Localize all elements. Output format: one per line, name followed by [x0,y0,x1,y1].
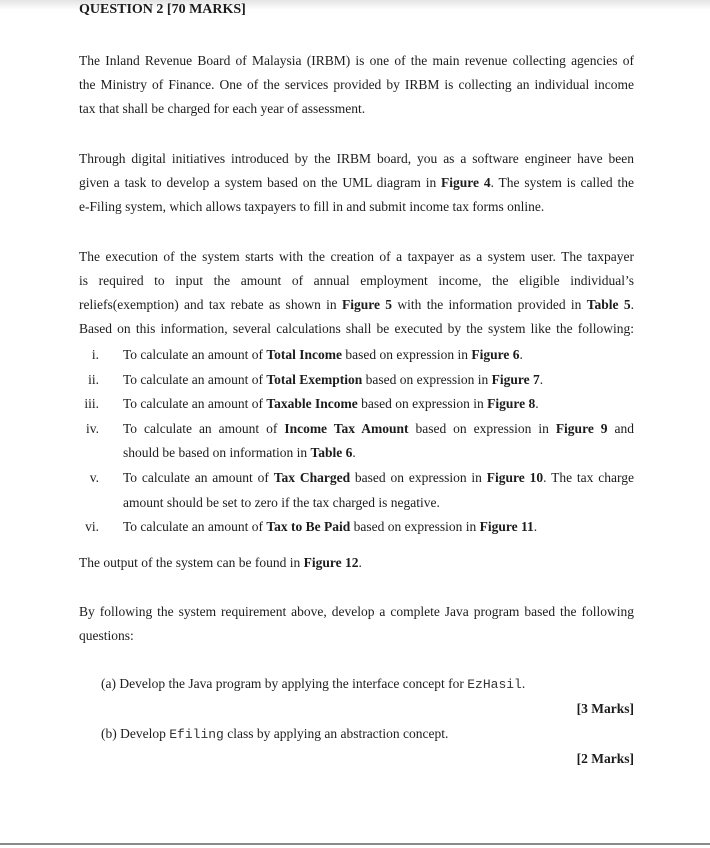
text: based on expression in [408,420,556,436]
question-a [101,676,525,692]
question-b-marks: [2 Marks] [576,751,634,766]
paragraph-line: is required to input the amount of annual employment income, the eligible individual’s [79,273,634,288]
text: . [519,347,523,362]
term: Income Tax Amount [284,420,409,436]
list-item [79,343,634,368]
text: should be based on information in [123,445,311,461]
text: . [358,555,362,570]
figure-ref: Figure 12 [303,555,359,570]
list-number: vi. [85,519,99,535]
list-item [79,368,634,393]
term: Tax to Be Paid [266,519,351,535]
question-heading: QUESTION 2 [70 MARKS] [79,2,246,17]
figure-ref: Figure 6 [471,347,520,362]
page-bottom-rule [0,843,710,845]
term: Total Income [266,347,343,362]
text: . [521,676,526,691]
text: based on expression in [342,347,472,362]
text: class by applying an abstraction concept. [223,726,449,741]
list-line [123,466,634,491]
list-line [123,417,634,442]
text: To calculate an amount of [123,396,267,412]
list-line: amount should be set to zero if the tax charged is negative. [123,494,440,510]
requirements-paragraph [79,600,634,648]
execution-paragraph [79,245,634,341]
paragraph-line: The Inland Revenue Board of Malaysia (IRBM) is one of the main revenue collecting agencies of [79,53,634,68]
text: . [535,396,539,412]
text: . The tax charge [543,469,634,485]
figure-ref: Figure 10 [486,469,544,485]
list-number: ii. [88,371,99,387]
paragraph-line: tax that shall be charged for each year of assessment. [79,101,366,116]
paragraph-line: Through digital initiatives introduced by the IRBM board, you as a software engineer have been [79,151,634,166]
question-b [101,726,448,742]
text: based on expression in [350,519,480,535]
paragraph-line [79,171,634,195]
code-term: EzHasil [467,677,522,692]
text: . [630,297,634,312]
list-number: iv. [86,420,99,436]
figure-ref: Figure 9 [555,420,608,436]
calculation-list [79,343,634,540]
text: with the information provided in [392,297,587,312]
text: To calculate an amount of [123,347,267,362]
table-ref: Table 5 [586,297,631,312]
list-number: i. [91,347,99,362]
list-item [79,417,634,466]
text: . [539,371,544,387]
text: To calculate an amount of [123,371,267,387]
figure-ref: Figure 7 [491,371,540,387]
digital-initiatives-paragraph [79,147,634,219]
text: based on expression in [350,469,487,485]
figure-ref: Figure 4 [441,175,491,190]
paragraph-line: By following the system requirement above, develop a complete Java program based the following [79,604,634,619]
term: Tax Charged [273,469,351,485]
list-number: v. [89,469,99,485]
table-ref: Table 6 [310,445,353,461]
paragraph-line: e-Filing system, which allows taxpayers to fill in and submit income tax forms online. [79,199,545,214]
term: Taxable Income [266,396,358,412]
code-term: Efiling [169,727,224,742]
text: To calculate an amount of [123,469,274,485]
text: based on expression in [362,371,492,387]
list-item [79,515,634,540]
text: . The system is called the [490,175,634,190]
term: Total Exemption [266,371,363,387]
intro-paragraph [79,49,634,121]
paragraph-line: questions: [79,628,134,643]
question-a-marks: [3 Marks] [576,701,634,716]
list-item [79,392,634,417]
text: . [533,519,538,535]
paragraph-line: The execution of the system starts with the creation of a taxpayer as a system user. The taxpayer [79,249,634,264]
list-line [123,441,634,466]
text: . [352,445,356,461]
paragraph-line: the Ministry of Finance. One of the services provided by IRBM is collecting an individual income [79,77,634,92]
figure-ref: Figure 8 [487,396,536,412]
text: (a) Develop the Java program by applying the interface concept for [101,676,468,691]
text: given a task to develop a system based on the UML diagram in [79,175,442,190]
text: (b) Develop [101,726,170,741]
list-item [79,466,634,515]
list-number: iii. [84,396,99,412]
paragraph-line [79,551,634,575]
figure-ref: Figure 5 [341,297,393,312]
text: and [607,420,634,436]
output-paragraph [79,551,634,575]
text: To calculate an amount of [123,519,267,535]
text: reliefs(exemption) and tax rebate as shown in [79,297,342,312]
figure-ref: Figure 11 [479,519,534,535]
text: To calculate an amount of [123,420,285,436]
text: The output of the system can be found in [79,555,304,570]
paragraph-line: Based on this information, several calculations shall be executed by the system like the following: [79,321,634,336]
paragraph-line [79,293,634,317]
text: based on expression in [357,396,488,412]
